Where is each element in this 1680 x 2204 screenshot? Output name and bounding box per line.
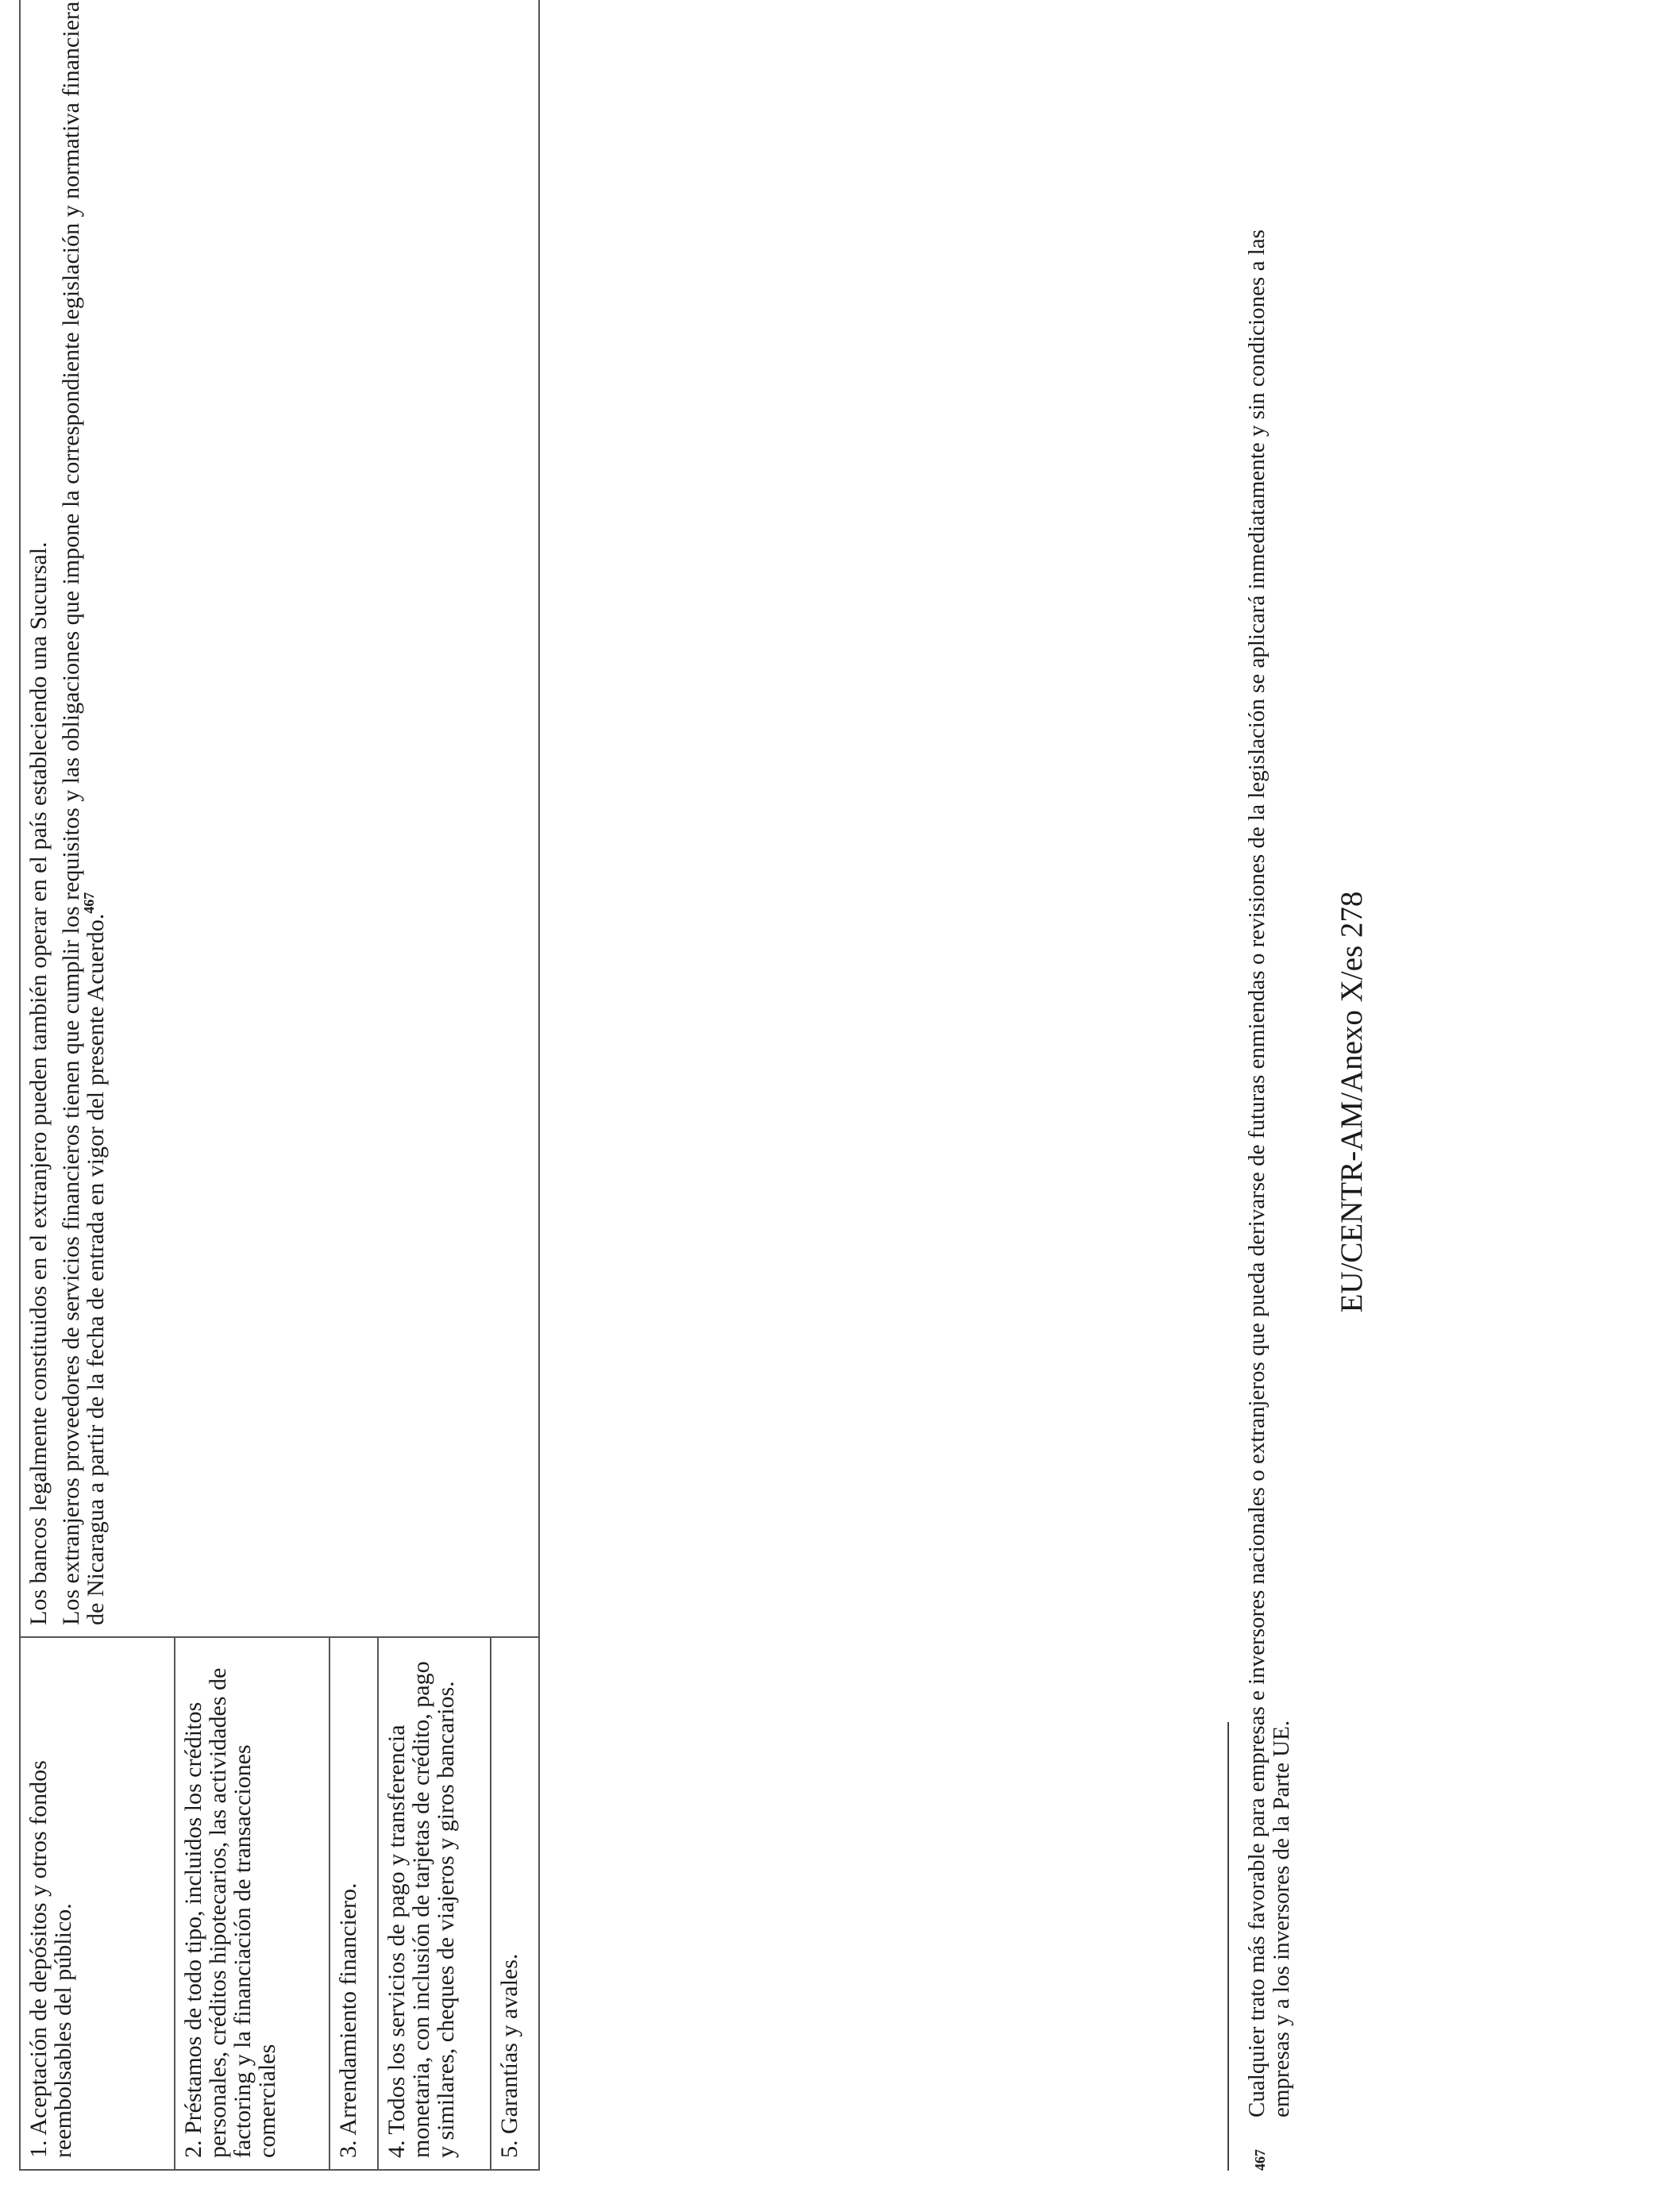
table-cell-loans: 2. Préstamos de todo tipo, incluidos los créditos personales, créditos hipotecarios, las actividades de factoring y la financiación de transacciones comerciales bbox=[175, 1637, 329, 2170]
table-cell-payments: 4. Todos los servicios de pago y transferencia monetaria, con inclusión de tarjetas de crédito, pago y similares, cheques de viajeros y giros bancarios. bbox=[378, 1637, 491, 2170]
table-cell-leasing: 3. Arrendamiento financiero. bbox=[329, 1637, 378, 2170]
table-cell-guarantees: 5. Garantías y avales. bbox=[491, 1637, 539, 2170]
footnote bbox=[1245, 186, 1294, 2171]
footnote-reference[interactable]: 467 bbox=[81, 892, 97, 914]
page-reference: EU/CENTR-AM/Anexo X/es 278 bbox=[1335, 891, 1369, 1313]
table-row bbox=[20, 0, 175, 2170]
requirements-paragraph-2-text: Los extranjeros proveedores de servicios financieros tienen que cumplir los requisitos y las obligaciones que impone la correspondiente legislación y normativa financiera de Nicaragua a partir de la fecha de entrada en vigor del presente Acuerdo. bbox=[58, 1, 109, 1625]
requirements-paragraph-2 bbox=[59, 0, 108, 1625]
footnote-number: 467 bbox=[1252, 2149, 1268, 2171]
services-table bbox=[19, 0, 540, 2171]
table-cell-requirements bbox=[20, 0, 539, 1637]
footnote-separator bbox=[1227, 1722, 1229, 2171]
footnote-text: Cualquier trato más favorable para empresas e inversores nacionales o extranjeros que pueda derivarse de futuras enmiendas o revisiones de la legislación se aplicará inmediatamente y sin condiciones a las empresas y a los inversores de la Parte UE. bbox=[1244, 229, 1294, 2117]
table-cell-deposits: 1. Aceptación de depósitos y otros fondos reembolsables del público. bbox=[20, 1637, 175, 2170]
requirements-paragraph-1: Los bancos legalmente constituidos en el extranjero pueden también operar en el país estableciendo una Sucursal. bbox=[25, 541, 52, 1625]
